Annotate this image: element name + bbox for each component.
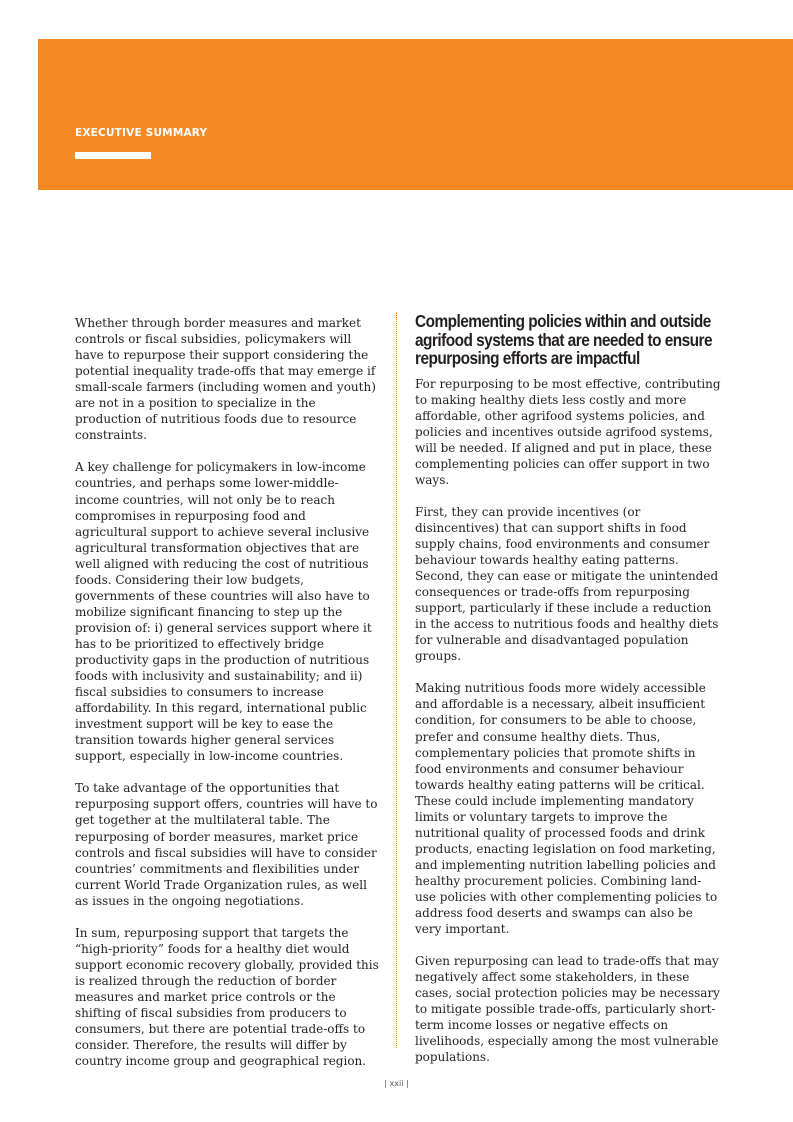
body-paragraph: Given repurposing can lead to trade-offs that may negatively affect some stakeholders, in these cases, social protection policies may be necessary to mitigate possible trade-offs, particularly short-term income losses or negative effects on livelihoods, especially among the most vulnerable populations. <box>415 954 720 1065</box>
header-banner <box>38 39 793 190</box>
section-label-underline <box>75 152 151 159</box>
page-number: | xxii | <box>384 1079 409 1088</box>
body-paragraph: A key challenge for policymakers in low-income countries, and perhaps some lower-middle-income countries, will not only be to reach compromises in repurposing food and agricultural support to achieve several inclusive agricultural transformation objectives that are well aligned with reducing the cost of nutritious foods. Considering their low budgets, governments of these countries will also have to mobilize significant financing to step up the provision of: i) general services support where it has to be prioritized to effectively bridge productivity gaps in the production of nutritious foods with inclusivity and sustainability; and ii) fiscal subsidies to consumers to increase affordability. In this regard, international public investment support will be key to ease the transition towards higher general services support, especially in low-income countries. <box>75 460 372 764</box>
column-divider <box>396 312 397 1048</box>
body-paragraph: To take advantage of the opportunities that repurposing support offers, countries will have to get together at the multilateral table. The repurposing of border measures, market price controls and fiscal subsidies will have to consider countries’ commitments and flexibilities under current World Trade Organization rules, as well as issues in the ongoing negotiations. <box>75 781 378 908</box>
section-label: EXECUTIVE SUMMARY <box>75 127 208 139</box>
right-column <box>415 311 721 1082</box>
body-paragraph: For repurposing to be most effective, contributing to making healthy diets less costly and more affordable, other agrifood systems policies, and policies and incentives outside agrifood systems, will be needed. If aligned and put in place, these complementing policies can offer support in two ways. <box>415 376 721 487</box>
body-paragraph: Making nutritious foods more widely accessible and affordable is a necessary, albeit insufficient condition, for consumers to be able to choose, prefer and consume healthy diets. Thus, complementary policies that promote shifts in food environments and consumer behaviour towards healthy eating patterns will be critical. These could include implementing mandatory limits or voluntary targets to improve the nutritional quality of processed foods and drink products, enacting legislation on food marketing, and implementing nutrition labelling policies and healthy procurement policies. Combining land- use policies with other complementing policies to address food deserts and swamps can also be very important. <box>415 681 718 937</box>
body-paragraph: First, they can provide incentives (or disincentives) that can support shifts in food supply chains, food environments and consumer behaviour towards healthy eating patterns. Second, they can ease or mitigate the unintended consequences or trade-offs from repurposing support, particularly if these include a reduction in the access to nutritious foods and healthy diets for vulnerable and disadvantaged population groups. <box>415 504 719 664</box>
section-heading: Complementing policies within and outside agrifood systems that are needed to ensure repurposing efforts are impactful <box>415 311 713 368</box>
body-paragraph: In sum, repurposing support that targets the “high-priority” foods for a healthy diet would support economic recovery globally, provided this is realized through the reduction of border measures and market price controls or the shifting of fiscal subsidies from producers to consumers, but there are potential trade-offs to consider. Therefore, the results will differ by country income group and geographical region. <box>75 925 379 1069</box>
left-column <box>75 315 381 1085</box>
body-paragraph: Whether through border measures and market controls or fiscal subsidies, policymakers will have to repurpose their support considering the potential inequality trade-offs that may emerge if small-scale farmers (including women and youth) are not in a position to specialize in the production of nutritious foods due to resource constraints. <box>75 316 376 443</box>
